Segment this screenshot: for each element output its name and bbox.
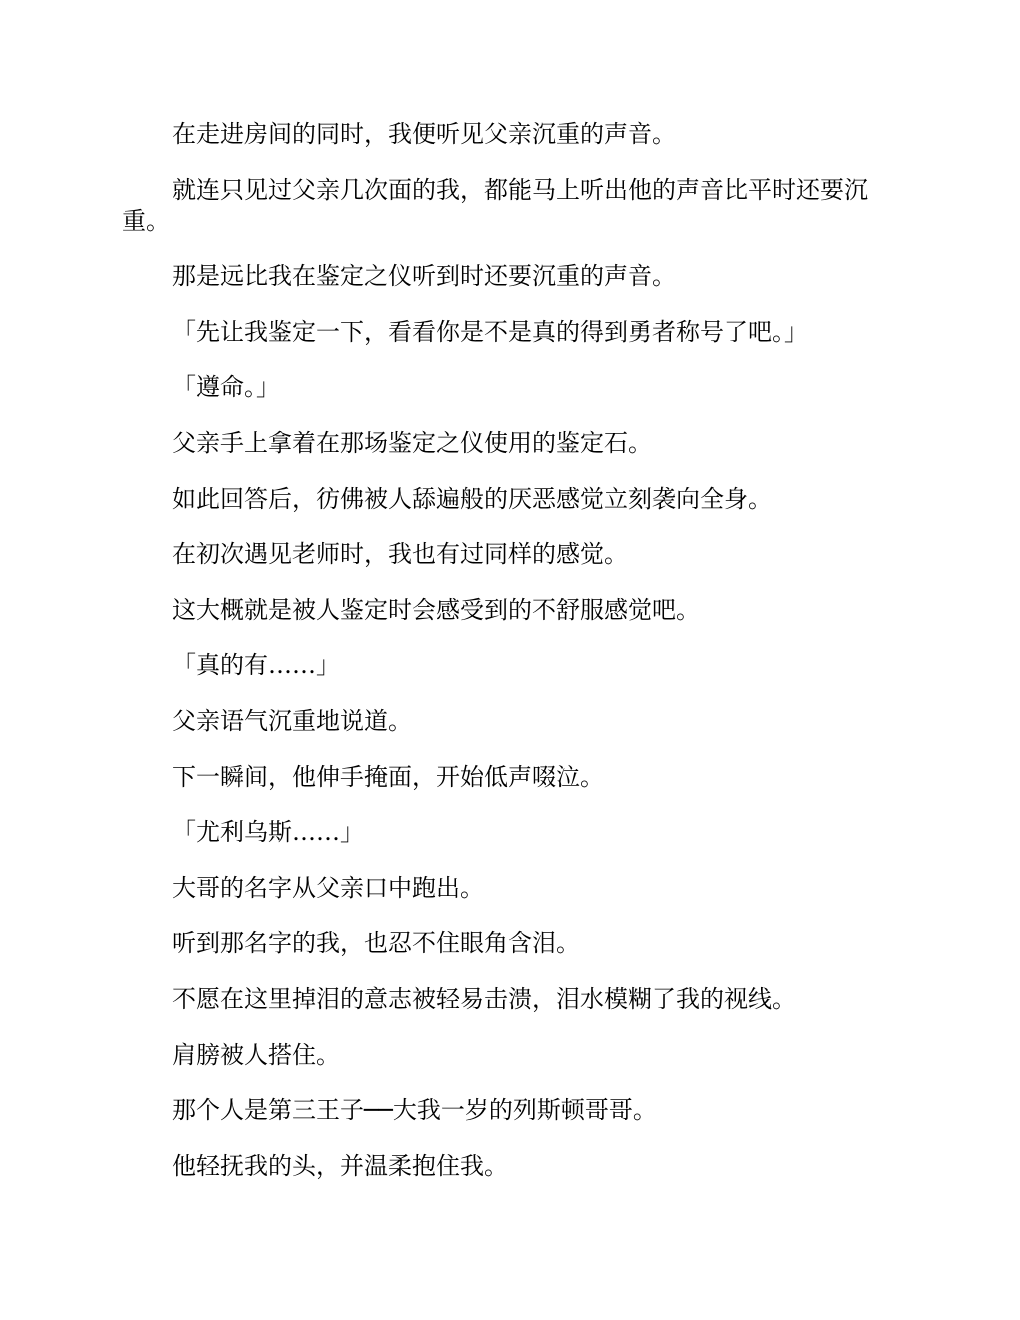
paragraph: 他轻抚我的头，并温柔抱住我。 <box>172 1151 508 1180</box>
paragraph: 下一瞬间，他伸手掩面，开始低声啜泣。 <box>172 762 604 791</box>
paragraph: 「尤利乌斯……」 <box>172 818 364 847</box>
paragraph: 父亲语气沉重地说道。 <box>172 706 412 735</box>
paragraph: 在初次遇见老师时，我也有过同样的感觉。 <box>172 540 628 569</box>
paragraph: 在走进房间的同时，我便听见父亲沉重的声音。 <box>172 120 676 148</box>
paragraph: 父亲手上拿着在那场鉴定之仪使用的鉴定石。 <box>172 428 652 457</box>
paragraph: 这大概就是被人鉴定时会感受到的不舒服感觉吧。 <box>172 595 700 624</box>
paragraph: 听到那名字的我，也忍不住眼角含泪。 <box>172 929 580 958</box>
paragraph: 那是远比我在鉴定之仪听到时还要沉重的声音。 <box>172 262 676 291</box>
paragraph: 那个人是第三王子──大我一岁的列斯顿哥哥。 <box>172 1096 657 1125</box>
paragraph: 大哥的名字从父亲口中跑出。 <box>172 873 484 902</box>
paragraph: 「遵命。」 <box>172 373 280 402</box>
paragraph: 不愿在这里掉泪的意志被轻易击溃，泪水模糊了我的视线。 <box>172 984 796 1013</box>
paragraph: 肩膀被人搭住。 <box>172 1040 340 1069</box>
paragraph: 「先让我鉴定一下，看看你是不是真的得到勇者称号了吧。」 <box>172 317 808 346</box>
paragraph: 就连只见过父亲几次面的我，都能马上听出他的声音比平时还要沉重。 <box>122 175 868 235</box>
paragraph-list <box>122 119 902 1206</box>
paragraph: 如此回答后，彷佛被人舔遍般的厌恶感觉立刻袭向全身。 <box>172 484 772 513</box>
paragraph: 「真的有……」 <box>172 651 340 680</box>
